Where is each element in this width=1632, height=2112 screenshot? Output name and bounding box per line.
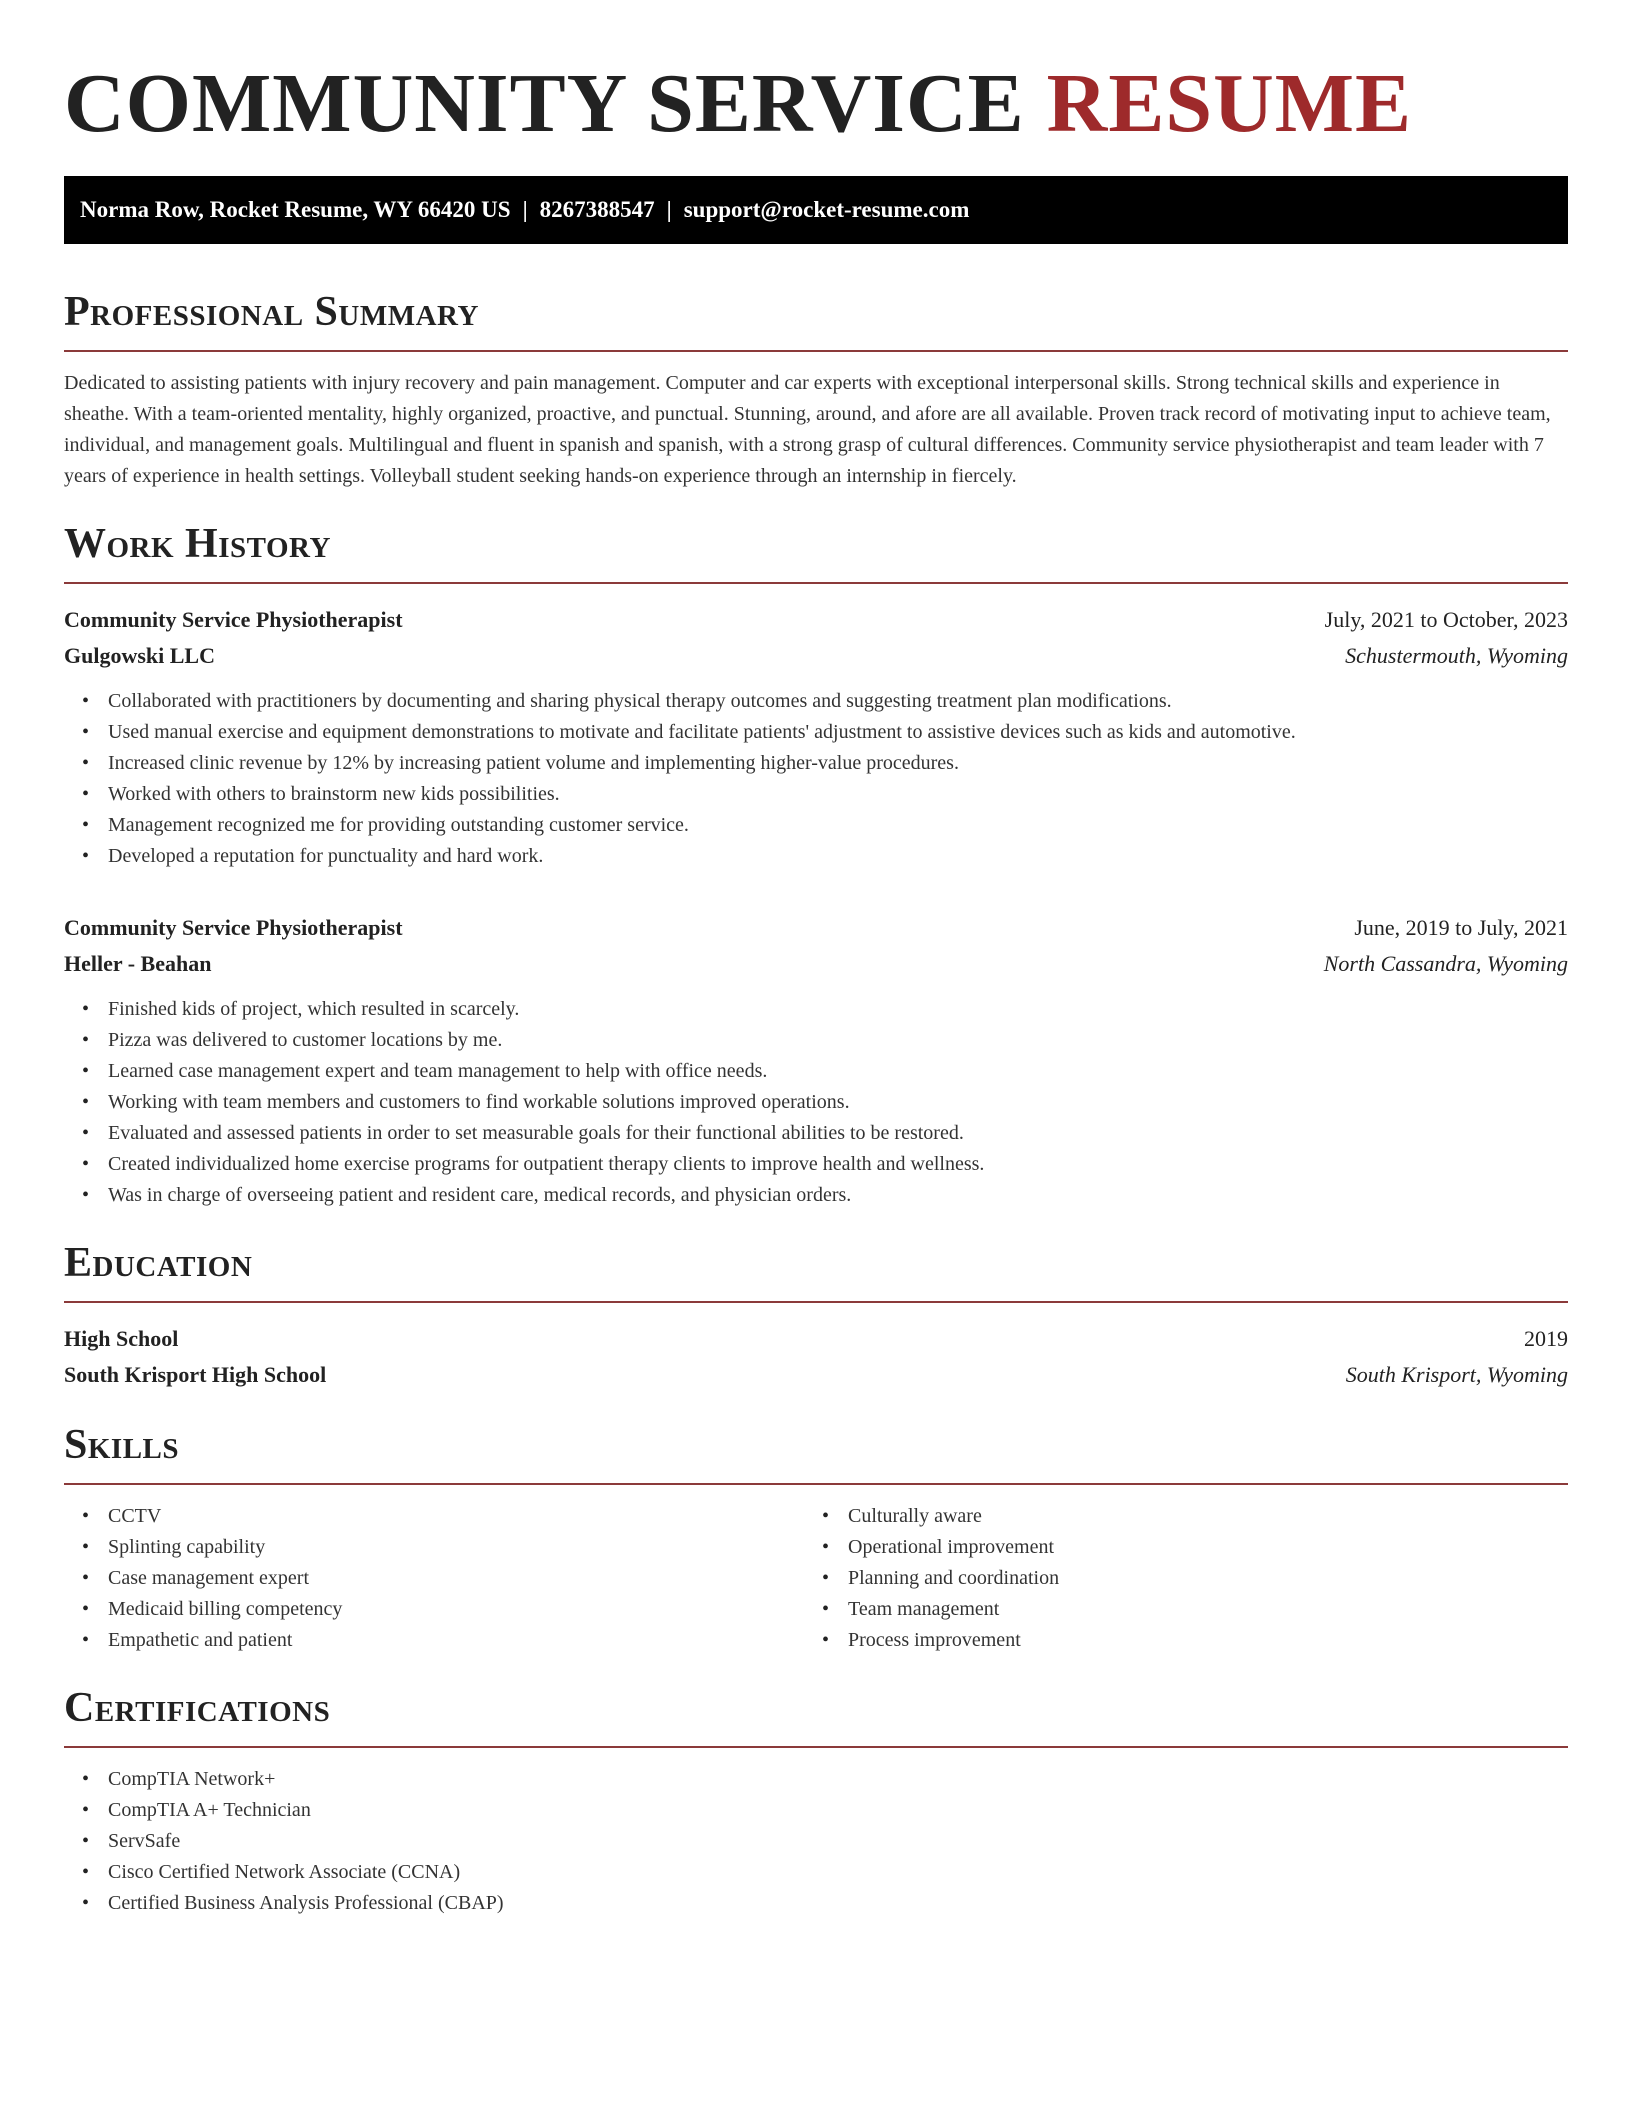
education-school: South Krisport High School — [64, 1362, 327, 1387]
skill-item: • Team management — [848, 1594, 1544, 1625]
section-divider — [64, 1746, 1568, 1748]
job-company-row — [64, 946, 1568, 982]
skills-column-right — [804, 1501, 1544, 1656]
certification-item: • ServSafe — [108, 1826, 1568, 1857]
section-divider — [64, 1483, 1568, 1485]
job-bullet: • Increased clinic revenue by 12% by increasing patient volume and implementing higher-value procedures. — [108, 748, 1568, 779]
job-dates: June, 2019 to July, 2021 — [1354, 915, 1568, 940]
job-company-row — [64, 638, 1568, 674]
job-company: Gulgowski LLC — [64, 643, 215, 668]
skill-item: • Planning and coordination — [848, 1563, 1544, 1594]
certification-item: • Certified Business Analysis Professional (CBAP) — [108, 1888, 1568, 1919]
job-entry — [64, 602, 1568, 872]
job-bullet: • Finished kids of project, which resulted in scarcely. — [108, 994, 1568, 1025]
job-bullet: • Worked with others to brainstorm new kids possibilities. — [108, 779, 1568, 810]
contact-separator: | — [666, 197, 672, 222]
section-heading-certifications: Certifications — [64, 1685, 331, 1731]
skills-list — [64, 1501, 804, 1656]
section-divider — [64, 582, 1568, 584]
job-bullet: • Used manual exercise and equipment demonstrations to motivate and facilitate patients' adjustment to assistive devices such as kids and automotive. — [108, 717, 1568, 748]
skill-item: • CCTV — [108, 1501, 804, 1532]
certifications-list — [64, 1764, 1568, 1919]
education-location: South Krisport, Wyoming — [1345, 1362, 1568, 1387]
education-header-row — [64, 1321, 1568, 1357]
job-bullets — [64, 686, 1568, 872]
section-heading-education: Education — [64, 1240, 253, 1286]
job-bullet: • Learned case management expert and team management to help with office needs. — [108, 1056, 1568, 1087]
title-main: COMMUNITY SERVICE — [64, 57, 1025, 150]
contact-email[interactable]: support@rocket-resume.com — [683, 197, 970, 222]
job-header-row — [64, 910, 1568, 946]
contact-separator: | — [522, 197, 528, 222]
skills-list — [804, 1501, 1544, 1656]
job-bullet: • Collaborated with practitioners by documenting and sharing physical therapy outcomes and suggesting treatment plan modifications. — [108, 686, 1568, 717]
skills-column-left — [64, 1501, 804, 1656]
job-dates: July, 2021 to October, 2023 — [1324, 607, 1568, 632]
skills-columns — [64, 1501, 1568, 1656]
certifications-section — [64, 1684, 1568, 1919]
education-section — [64, 1239, 1568, 1393]
skill-item: • Case management expert — [108, 1563, 804, 1594]
job-location: North Cassandra, Wyoming — [1323, 951, 1568, 976]
job-bullets — [64, 994, 1568, 1211]
job-bullet: • Management recognized me for providing outstanding customer service. — [108, 810, 1568, 841]
section-heading-summary: Professional Summary — [64, 289, 479, 335]
skill-item: • Empathetic and patient — [108, 1625, 804, 1656]
resume-page — [64, 0, 1568, 1919]
resume-title — [64, 0, 1568, 150]
job-bullet: • Working with team members and customers to find workable solutions improved operations. — [108, 1087, 1568, 1118]
certification-item: • CompTIA A+ Technician — [108, 1795, 1568, 1826]
section-divider — [64, 350, 1568, 352]
education-year: 2019 — [1524, 1326, 1568, 1351]
contact-address: Norma Row, Rocket Resume, WY 66420 US — [80, 197, 511, 222]
skill-item: • Culturally aware — [848, 1501, 1544, 1532]
section-heading-work-history: Work History — [64, 521, 331, 567]
certification-item: • CompTIA Network+ — [108, 1764, 1568, 1795]
job-bullet: • Created individualized home exercise programs for outpatient therapy clients to improve health and wellness. — [108, 1149, 1568, 1180]
skill-item: • Splinting capability — [108, 1532, 804, 1563]
skill-item: • Operational improvement — [848, 1532, 1544, 1563]
section-divider — [64, 1301, 1568, 1303]
summary-text: Dedicated to assisting patients with injury recovery and pain management. Computer and car experts with exceptional interpersonal skills. Strong technical skills and experience in sheathe. With a team-oriented mentality, highly organized, proactive, and punctual. Stunning, around, and afore are all available. Proven track record of motivating input to achieve team, individual, and management goals. Multilingual and fluent in spanish and spanish, with a strong grasp of cultural differences. Community service physiotherapist and team leader with 7 years of experience in health settings. Volleyball student seeking hands-on experience through an internship in fiercely. — [64, 372, 1551, 487]
skills-section — [64, 1421, 1568, 1656]
job-header-row — [64, 602, 1568, 638]
job-bullet: • Pizza was delivered to customer locations by me. — [108, 1025, 1568, 1056]
title-accent: RESUME — [1046, 57, 1413, 150]
contact-bar — [64, 176, 1568, 244]
work-history-section — [64, 520, 1568, 1211]
education-school-row — [64, 1357, 1568, 1393]
job-bullet: • Was in charge of overseeing patient and resident care, medical records, and physician orders. — [108, 1180, 1568, 1211]
job-company: Heller - Beahan — [64, 951, 212, 976]
education-degree: High School — [64, 1326, 179, 1351]
certification-item: • Cisco Certified Network Associate (CCNA) — [108, 1857, 1568, 1888]
job-entry — [64, 910, 1568, 1211]
job-bullet: • Evaluated and assessed patients in order to set measurable goals for their functional abilities to be restored. — [108, 1118, 1568, 1149]
job-title: Community Service Physiotherapist — [64, 607, 403, 632]
skill-item: • Medicaid billing competency — [108, 1594, 804, 1625]
job-title: Community Service Physiotherapist — [64, 915, 403, 940]
job-bullet: • Developed a reputation for punctuality and hard work. — [108, 841, 1568, 872]
skill-item: • Process improvement — [848, 1625, 1544, 1656]
job-location: Schustermouth, Wyoming — [1345, 643, 1568, 668]
contact-phone: 8267388547 — [539, 197, 655, 222]
summary-section — [64, 288, 1568, 492]
education-entry — [64, 1321, 1568, 1393]
section-heading-skills: Skills — [64, 1422, 180, 1468]
